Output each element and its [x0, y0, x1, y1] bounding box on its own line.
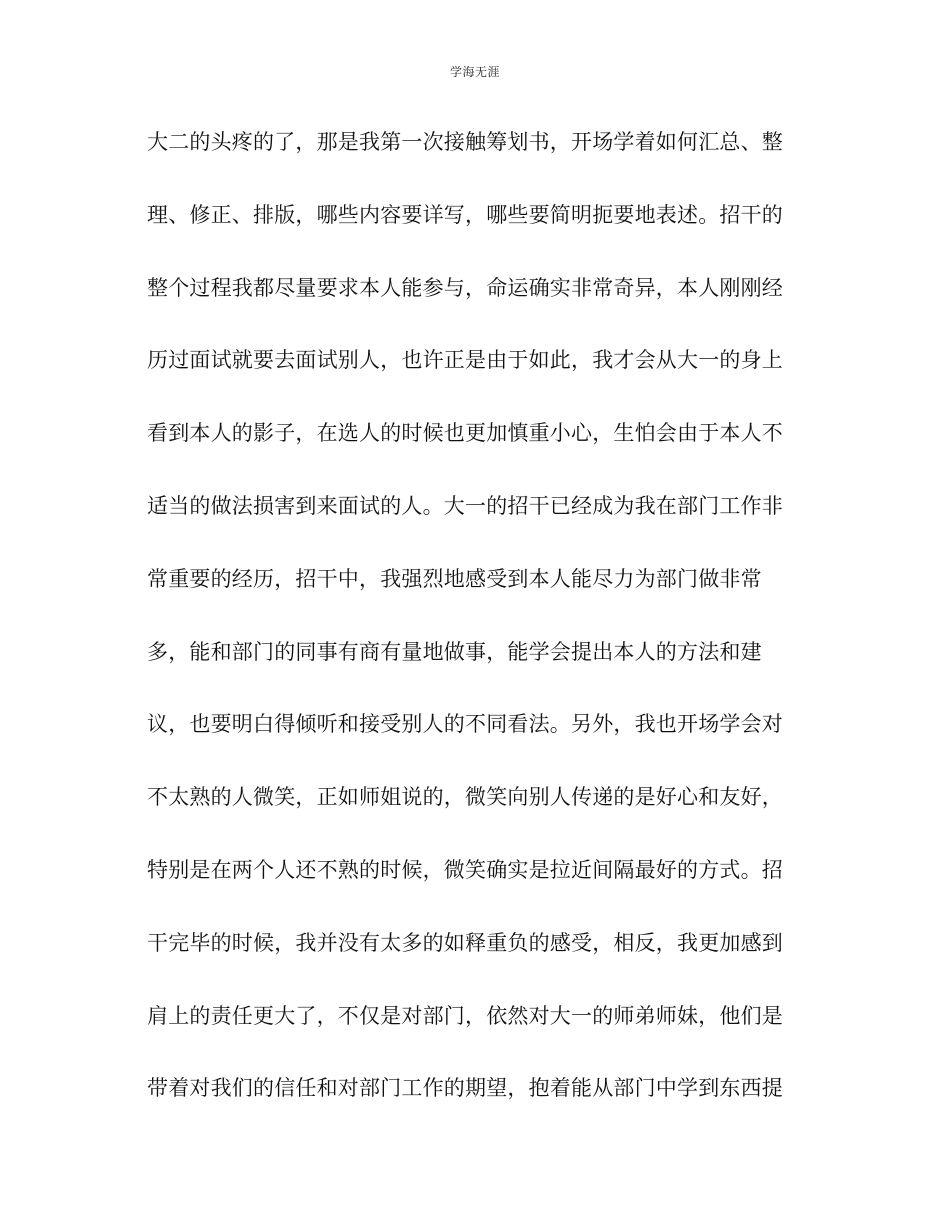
text-line: 理、修正、排版，哪些内容要详写，哪些要简明扼要地表述。招干的: [147, 202, 783, 227]
text-line: 常重要的经历，招干中，我强烈地感受到本人能尽力为部门做非常: [147, 566, 762, 591]
text-line: 大二的头疼的了，那是我第一次接触筹划书，开场学着如何汇总、整: [147, 130, 783, 154]
text-line: 带着对我们的信任和对部门工作的期望，抱着能从部门中学到东西提: [147, 1076, 783, 1101]
text-line: 干完毕的时候，我并没有太多的如释重负的感受，相反，我更加感到: [147, 930, 783, 955]
text-line: 整个过程我都尽量要求本人能参与，命运确实非常奇异，本人刚刚经: [147, 275, 783, 300]
text-line: 特别是在两个人还不熟的时候，微笑确实是拉近间隔最好的方式。招: [147, 857, 783, 882]
page-header: 学海无涯: [449, 65, 500, 79]
text-line: 肩上的责任更大了，不仅是对部门，依然对大一的师弟师妹，他们是: [147, 1003, 783, 1028]
text-line: 看到本人的影子，在选人的时候也更加慎重小心，生怕会由于本人不: [147, 421, 783, 446]
text-line: 多，能和部门的同事有商有量地做事，能学会提出本人的方法和建: [147, 639, 762, 664]
text-line: 议，也要明白得倾听和接受别人的不同看法。另外，我也开场学会对: [147, 712, 783, 737]
text-line: 适当的做法损害到来面试的人。大一的招干已经成为我在部门工作非: [147, 493, 783, 518]
text-line: 历过面试就要去面试别人，也许正是由于如此，我才会从大一的身上: [147, 348, 783, 373]
text-line: 不太熟的人微笑，正如师姐说的，微笑向别人传递的是好心和友好，: [147, 785, 783, 810]
body-text: [147, 122, 807, 1141]
